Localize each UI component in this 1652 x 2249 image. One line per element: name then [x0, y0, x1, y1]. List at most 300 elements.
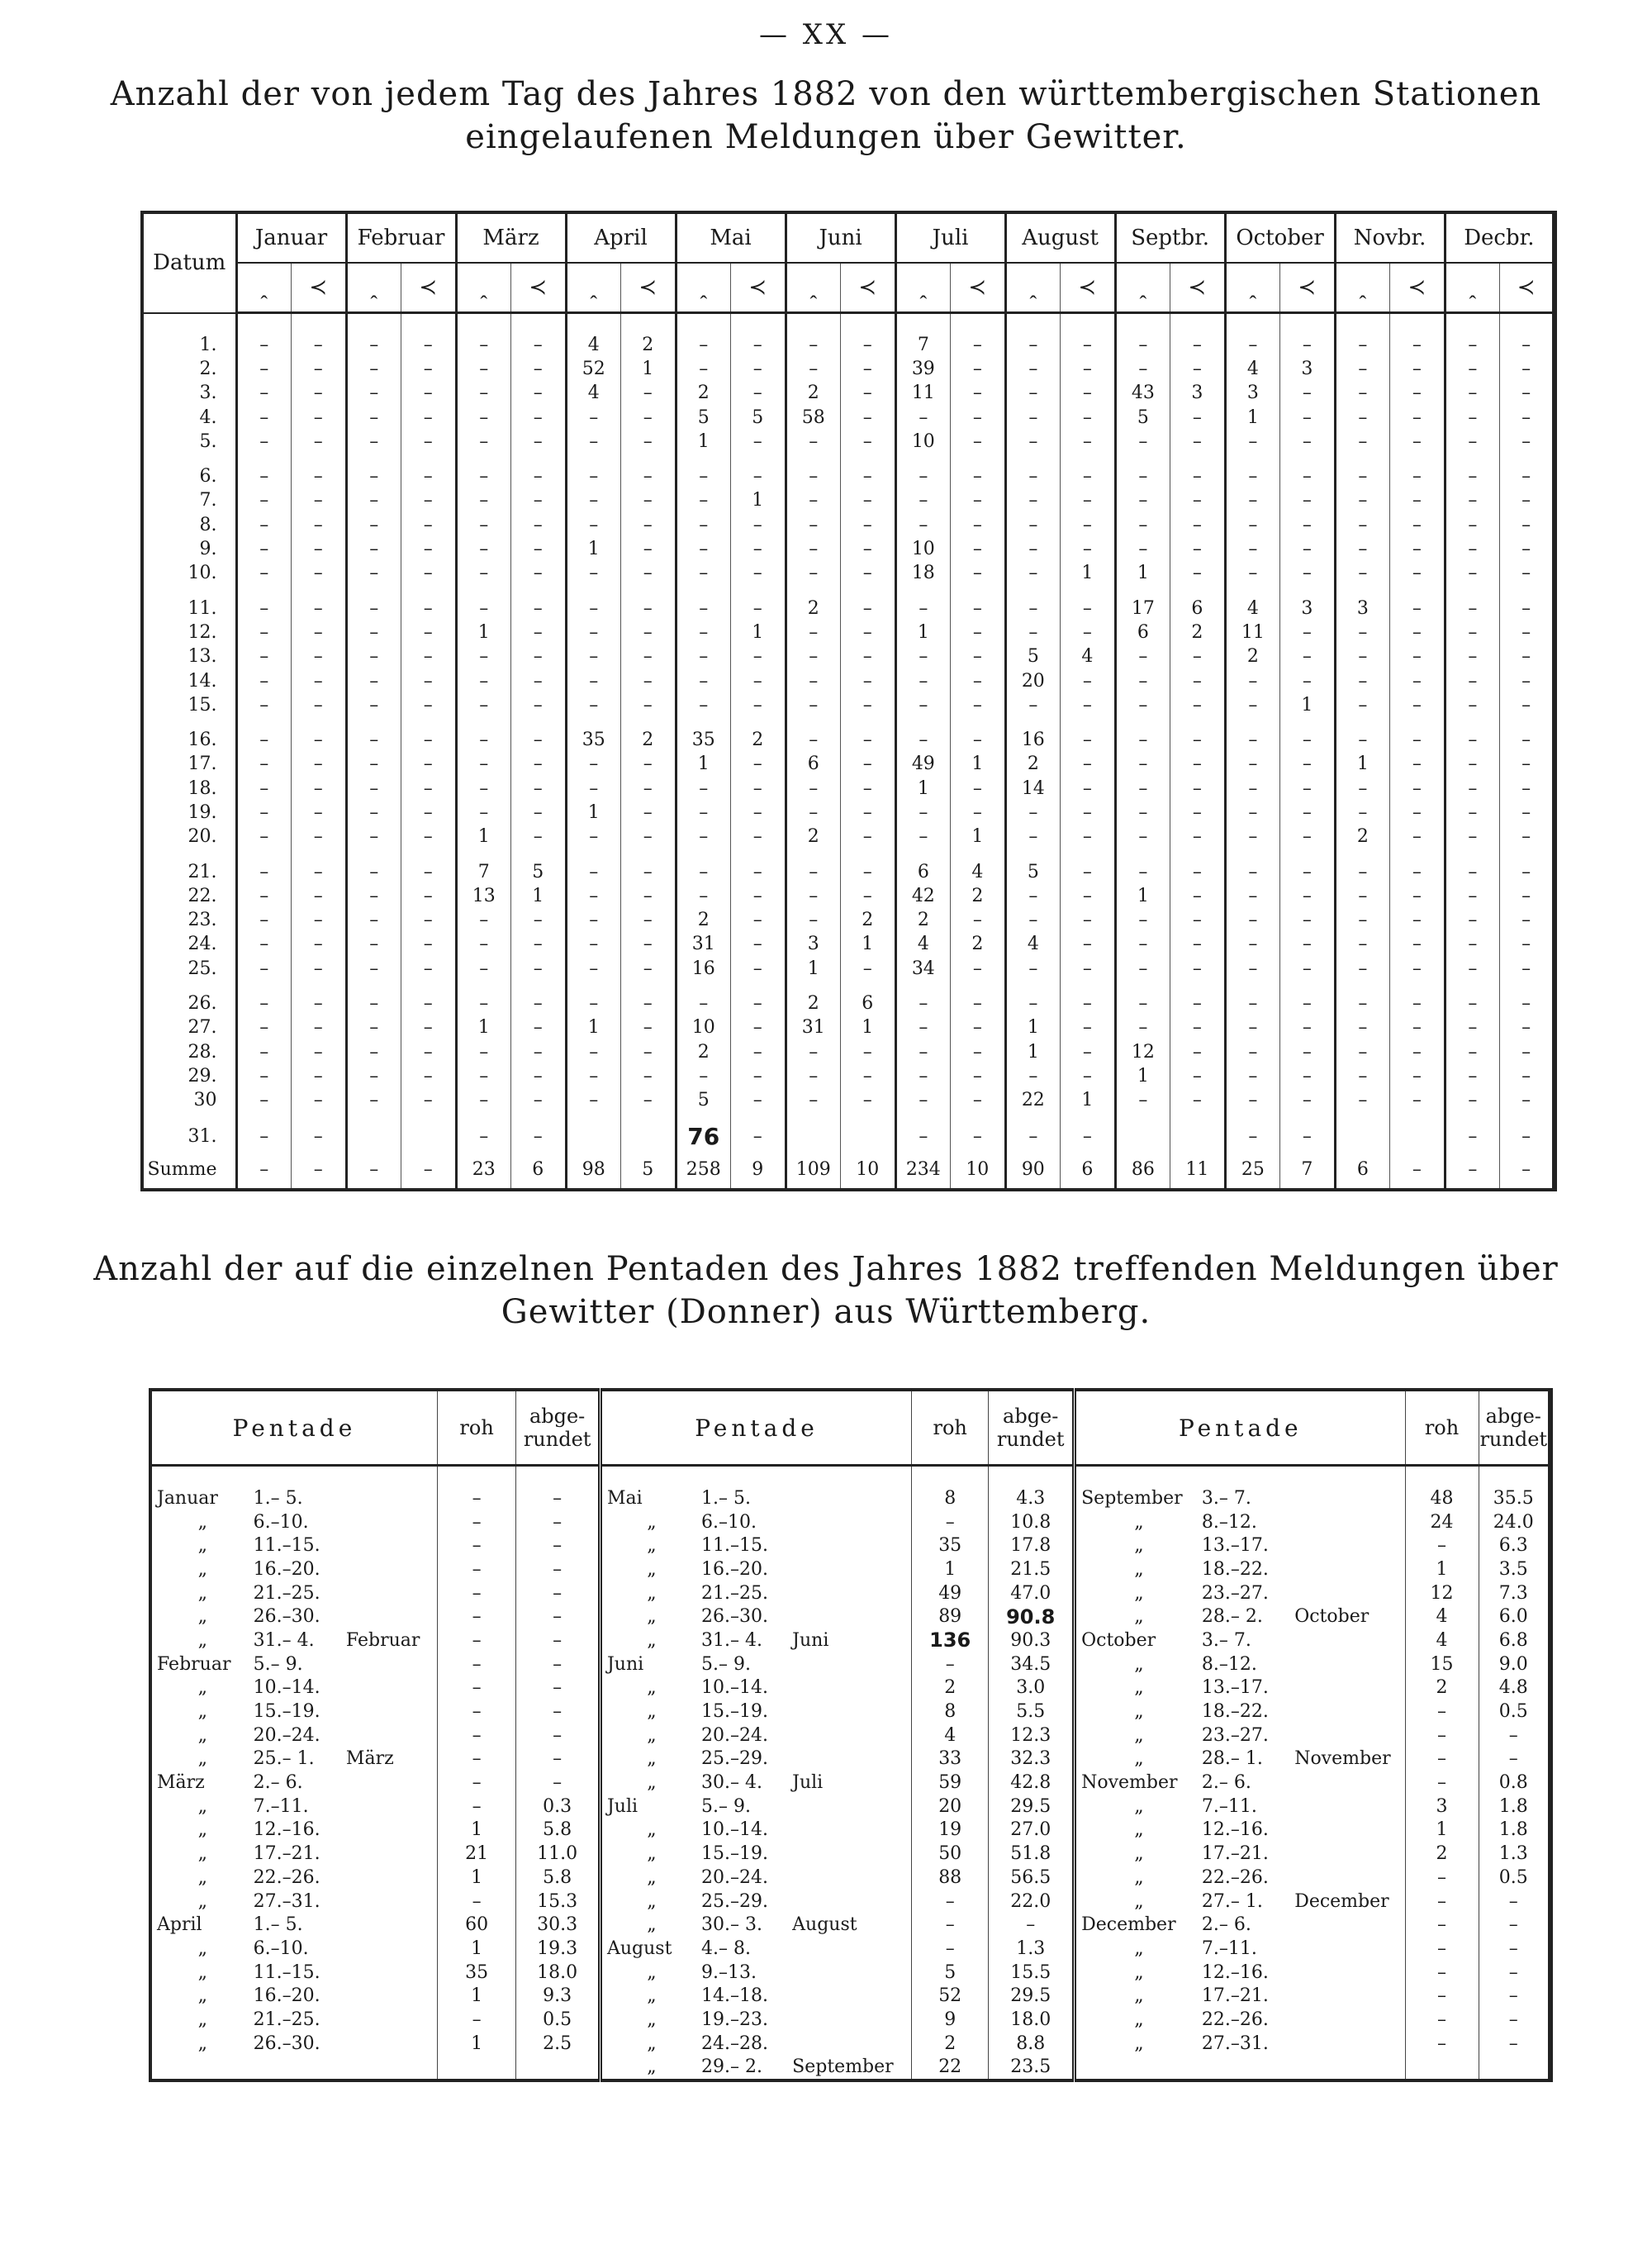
thunder-count-cell: –	[621, 991, 676, 1015]
spacer-cell	[1005, 849, 1061, 859]
thunder-count-cell: –	[1500, 1064, 1555, 1088]
thunder-count-cell: –	[292, 333, 347, 357]
spacer-cell	[142, 313, 236, 333]
thunder-count-cell: –	[292, 693, 347, 717]
spacer-cell	[346, 313, 401, 333]
pentad-month: „	[600, 1510, 696, 1534]
rain-count-cell: –	[676, 644, 731, 668]
pentad-next-month	[787, 1866, 911, 1890]
rain-count-cell: –	[1005, 801, 1061, 825]
pentad-month: „	[600, 2032, 696, 2056]
thunder-count-cell: 10	[841, 1150, 896, 1190]
thunder-count-cell: –	[1280, 1123, 1336, 1150]
rain-count-cell: 90	[1005, 1150, 1061, 1190]
pentad-range: 27.–31.	[253, 1890, 320, 1912]
spacer-cell	[1445, 585, 1500, 596]
rain-count-cell: –	[1335, 932, 1390, 956]
thunder-count-cell: 1	[841, 932, 896, 956]
rain-count-cell: –	[346, 1064, 401, 1088]
thunder-count-cell: –	[731, 464, 786, 488]
rain-count-cell: –	[1225, 1064, 1280, 1088]
rain-count-cell: –	[786, 884, 841, 908]
thunder-count-cell: –	[1500, 620, 1555, 644]
spacer-cell	[731, 717, 786, 728]
rain-count-cell: –	[1115, 693, 1170, 717]
thunder-count-cell: –	[1390, 464, 1446, 488]
thunder-count-cell: –	[1170, 1088, 1226, 1112]
thunder-count-cell: –	[841, 693, 896, 717]
thunder-count-cell: –	[1390, 991, 1446, 1015]
rain-symbol-icon: ꞈ	[346, 263, 401, 313]
roh-value: –	[437, 1724, 515, 1747]
thunder-count-cell: –	[401, 381, 457, 405]
pentad-row	[150, 1866, 1550, 1890]
pentad-month: „	[600, 1984, 696, 2008]
spacer-row	[142, 585, 1555, 596]
abgerundet-value: 6.8	[1479, 1629, 1550, 1652]
thunder-count-cell: –	[1500, 1088, 1555, 1112]
thunder-count-cell: –	[841, 644, 896, 668]
rain-count-cell: –	[786, 693, 841, 717]
pentad-range: 7.–11.	[1201, 1938, 1257, 1959]
abgerundet-value: –	[516, 1747, 601, 1771]
rain-count-cell: 31	[676, 932, 731, 956]
rain-count-cell: –	[1115, 991, 1170, 1015]
thunder-count-cell: –	[731, 513, 786, 537]
pentad-range: 22.–26.	[1201, 2009, 1269, 2030]
pentad-next-month	[787, 1842, 911, 1866]
spacer-cell	[1445, 981, 1500, 991]
rain-count-cell: 1	[456, 1015, 511, 1039]
spacer-cell	[951, 454, 1006, 464]
roh-value: 1	[437, 1866, 515, 1890]
abgerundet-value: 1.3	[1479, 1842, 1550, 1866]
thunder-count-cell: –	[1061, 668, 1116, 692]
rain-count-cell: 1	[786, 957, 841, 981]
thunder-count-cell: –	[1500, 357, 1555, 381]
rain-count-cell: 1	[566, 537, 621, 561]
pentad-next-month	[341, 2032, 438, 2056]
spacer-cell	[1280, 849, 1336, 859]
spacer-cell	[401, 1112, 457, 1123]
month-header: Februar	[346, 212, 456, 263]
spacer-cell	[1170, 1112, 1226, 1123]
thunder-count-cell: –	[511, 381, 567, 405]
thunder-count-cell: –	[621, 957, 676, 981]
rain-count-cell: 258	[676, 1150, 731, 1190]
rain-count-cell: 3	[786, 932, 841, 956]
rain-count-cell: –	[895, 825, 951, 849]
thunder-count-cell: –	[511, 668, 567, 692]
pentad-next-month	[341, 1486, 438, 1510]
thunder-count-cell: –	[511, 405, 567, 429]
thunder-symbol-icon: ≺	[841, 263, 896, 313]
spacer-cell	[841, 1112, 896, 1123]
pentad-range: 15.–19.	[700, 1701, 768, 1723]
roh-value: –	[1405, 1747, 1479, 1771]
thunder-count-cell: –	[1061, 537, 1116, 561]
pentad-next-month: November	[1294, 1748, 1391, 1770]
thunder-count-cell: –	[1170, 957, 1226, 981]
spacer-cell	[292, 585, 347, 596]
thunder-count-cell: –	[511, 333, 567, 357]
pentad-next-month	[787, 1819, 911, 1842]
rain-count-cell: –	[1005, 561, 1061, 585]
thunder-count-cell: –	[1280, 1088, 1336, 1112]
pentad-range: 6.–10.	[253, 1511, 309, 1533]
rain-count-cell: –	[566, 777, 621, 801]
roh-value: 24	[1405, 1510, 1479, 1534]
thunder-count-cell: –	[1280, 1064, 1336, 1088]
rain-count-cell: –	[1005, 908, 1061, 932]
thunder-count-cell: –	[292, 932, 347, 956]
pentad-row	[150, 1629, 1550, 1652]
pentad-next-month	[341, 1795, 438, 1819]
pentad-range: 26.–30.	[700, 1606, 768, 1628]
spacer-cell	[787, 1466, 911, 1487]
rain-count-cell: 10	[676, 1015, 731, 1039]
rain-count-cell: –	[1115, 1015, 1170, 1039]
rain-count-cell: –	[456, 405, 511, 429]
rain-count-cell: –	[346, 381, 401, 405]
abgerundet-value: 1.8	[1479, 1795, 1550, 1819]
thunder-count-cell: –	[1390, 561, 1446, 585]
thunder-count-cell: –	[1061, 596, 1116, 620]
rain-count-cell: –	[1005, 957, 1061, 981]
abgerundet-value: –	[1479, 2032, 1550, 2056]
spacer-cell	[1115, 313, 1170, 333]
pentad-next-month	[1289, 1629, 1405, 1652]
spacer-cell	[456, 313, 511, 333]
rain-count-cell: –	[1335, 1088, 1390, 1112]
pentad-month: „	[197, 1985, 208, 2007]
pentad-next-month	[341, 1605, 438, 1629]
thunder-count-cell: –	[621, 464, 676, 488]
pentad-next-month	[787, 1795, 911, 1819]
rain-count-cell: 1	[1115, 561, 1170, 585]
rain-count-cell: 3	[1335, 596, 1390, 620]
rain-count-cell: –	[676, 596, 731, 620]
pentad-table-body	[150, 1466, 1550, 2081]
roh-value: 4	[1405, 1605, 1479, 1629]
pentad-month: „	[600, 1700, 696, 1724]
thunder-count-cell: –	[1390, 752, 1446, 776]
pentad-month: „	[1075, 1984, 1197, 2008]
thunder-count-cell: –	[292, 801, 347, 825]
thunder-symbol-icon: ≺	[1170, 263, 1226, 313]
rain-count-cell: –	[566, 644, 621, 668]
thunder-count-cell: –	[292, 1064, 347, 1088]
thunder-count-cell: –	[731, 884, 786, 908]
month-header: Juni	[786, 212, 895, 263]
pentad-next-month	[341, 1581, 438, 1605]
rain-count-cell: –	[1115, 333, 1170, 357]
thunder-count-cell: –	[401, 728, 457, 752]
pentad-next-month	[1289, 1961, 1405, 1985]
thunder-count-cell: –	[1170, 752, 1226, 776]
rain-count-cell: –	[456, 752, 511, 776]
rain-count-cell: –	[346, 464, 401, 488]
spacer-cell	[566, 717, 621, 728]
rain-count-cell: –	[1445, 957, 1500, 981]
spacer-cell	[511, 313, 567, 333]
rain-count-cell: –	[1005, 357, 1061, 381]
pentad-row	[150, 1581, 1550, 1605]
thunder-count-cell: –	[1061, 752, 1116, 776]
thunder-count-cell: –	[292, 430, 347, 454]
pentad-next-month	[787, 2008, 911, 2032]
rain-count-cell: –	[456, 430, 511, 454]
rain-count-cell: –	[895, 728, 951, 752]
spacer-cell	[566, 981, 621, 991]
rain-count-cell: –	[346, 333, 401, 357]
rain-count-cell: –	[786, 728, 841, 752]
pentad-month: „	[197, 1843, 208, 1865]
thunder-count-cell: –	[841, 752, 896, 776]
thunder-count-cell: –	[621, 561, 676, 585]
spacer-cell	[1445, 454, 1500, 464]
thunder-count-cell: –	[731, 430, 786, 454]
day-label: 5.	[142, 430, 236, 454]
spacer-cell	[1335, 981, 1390, 991]
spacer-cell	[1225, 981, 1280, 991]
thunder-count-cell: –	[401, 957, 457, 981]
roh-value: –	[1405, 1533, 1479, 1557]
thunder-count-cell: –	[292, 464, 347, 488]
rain-count-cell: –	[676, 884, 731, 908]
thunder-symbol-icon: ≺	[292, 263, 347, 313]
pentad-range: 11.–15.	[253, 1961, 320, 1983]
thunder-symbol-icon: ≺	[1061, 263, 1116, 313]
thunder-count-cell: –	[951, 1040, 1006, 1064]
rain-count-cell: –	[566, 991, 621, 1015]
rain-count-cell: 1	[1225, 405, 1280, 429]
pentad-next-month	[1289, 1913, 1405, 1937]
spacer-cell	[786, 849, 841, 859]
thunder-count-cell: –	[731, 825, 786, 849]
rain-count-cell: –	[1005, 513, 1061, 537]
pentad-month: „	[1075, 1676, 1197, 1700]
spacer-cell	[1280, 454, 1336, 464]
pentad-next-month: Februar	[345, 1629, 420, 1651]
thunder-count-cell: –	[401, 825, 457, 849]
rain-count-cell: 11	[895, 381, 951, 405]
spacer-cell	[1405, 1466, 1479, 1487]
rain-count-cell: –	[566, 668, 621, 692]
thunder-count-cell: –	[1170, 668, 1226, 692]
pentad-next-month	[341, 1676, 438, 1700]
rain-count-cell: 2	[1005, 752, 1061, 776]
thunder-count-cell: –	[1061, 1123, 1116, 1150]
thunder-count-cell: –	[1061, 1040, 1116, 1064]
day-row	[142, 596, 1555, 620]
pentad-range: 22.–26.	[1201, 1866, 1269, 1888]
pentad-range: 25.– 1.	[253, 1748, 315, 1770]
rain-count-cell: –	[566, 561, 621, 585]
spacer-cell	[786, 1112, 841, 1123]
rain-count-cell: 234	[895, 1150, 951, 1190]
rain-count-cell: –	[236, 777, 292, 801]
spacer-cell	[1115, 454, 1170, 464]
pentad-next-month	[341, 1652, 438, 1676]
pentad-range: 14.–18.	[700, 1985, 768, 2007]
rain-count-cell: –	[346, 825, 401, 849]
spacer-cell	[1280, 585, 1336, 596]
abgerundet-value: 8.8	[989, 2032, 1075, 2056]
rain-count-cell: –	[1225, 1088, 1280, 1112]
thunder-count-cell: –	[1061, 801, 1116, 825]
abgerundet-value: 1.3	[989, 1937, 1075, 1961]
rain-count-cell: –	[676, 859, 731, 883]
thunder-count-cell: –	[292, 884, 347, 908]
abgerundet-value: 3.5	[1479, 1557, 1550, 1581]
thunder-count-cell: 6	[1170, 596, 1226, 620]
spacer-cell	[511, 585, 567, 596]
pentad-next-month	[1289, 2032, 1405, 2056]
pentad-row	[150, 1557, 1550, 1581]
day-label: 13.	[142, 644, 236, 668]
spacer-cell	[249, 1466, 341, 1487]
thunder-count-cell: –	[401, 884, 457, 908]
pentad-next-month	[341, 1771, 438, 1795]
thunder-count-cell: –	[1500, 825, 1555, 849]
sum-row	[142, 1150, 1555, 1190]
rain-count-cell	[1115, 1123, 1170, 1150]
rain-count-cell: –	[346, 513, 401, 537]
rain-count-cell	[786, 1123, 841, 1150]
rain-count-cell: –	[236, 957, 292, 981]
rain-count-cell: –	[1445, 1040, 1500, 1064]
pentad-month: „	[600, 1533, 696, 1557]
spacer-cell	[511, 1112, 567, 1123]
abgerundet-value: 1.8	[1479, 1819, 1550, 1842]
thunder-count-cell: –	[292, 513, 347, 537]
pentad-range: 27.– 1.	[1201, 1890, 1263, 1912]
rain-count-cell: 6	[895, 859, 951, 883]
thunder-count-cell: –	[1170, 801, 1226, 825]
rain-count-cell: –	[456, 488, 511, 512]
thunder-count-cell: –	[1170, 513, 1226, 537]
thunder-count-cell: –	[292, 1123, 347, 1150]
pentad-table-header	[150, 1390, 1550, 1466]
rain-count-cell: –	[1335, 884, 1390, 908]
spacer-cell	[1500, 849, 1555, 859]
thunder-count-cell: –	[401, 668, 457, 692]
spacer-cell	[731, 981, 786, 991]
rain-count-cell: –	[456, 644, 511, 668]
pentad-next-month	[341, 1557, 438, 1581]
rain-count-cell: –	[456, 991, 511, 1015]
rain-count-cell: 6	[786, 752, 841, 776]
pentad-month: „	[600, 2008, 696, 2032]
thunder-count-cell: –	[1280, 859, 1336, 883]
month-header: April	[566, 212, 676, 263]
roh-value: –	[1405, 1866, 1479, 1890]
spacer-cell	[456, 981, 511, 991]
thunder-count-cell: –	[1280, 405, 1336, 429]
month-header: Mai	[676, 212, 786, 263]
thunder-count-cell: –	[1500, 381, 1555, 405]
rain-count-cell: 5	[1005, 644, 1061, 668]
rain-count-cell: –	[1005, 991, 1061, 1015]
thunder-count-cell: –	[1061, 728, 1116, 752]
spacer-row	[142, 454, 1555, 464]
pentad-next-month	[1289, 2008, 1405, 2032]
pentad-next-month	[787, 1676, 911, 1700]
day-row	[142, 644, 1555, 668]
thunder-count-cell: 2	[621, 333, 676, 357]
thunder-count-cell: –	[1061, 777, 1116, 801]
rain-count-cell: –	[456, 932, 511, 956]
pentad-range: 12.–16.	[1201, 1819, 1269, 1841]
rain-count-cell: –	[346, 801, 401, 825]
thunder-count-cell: –	[731, 777, 786, 801]
rain-count-cell: –	[346, 884, 401, 908]
pentad-range: 5.– 9.	[700, 1653, 751, 1675]
thunder-count-cell: –	[292, 1015, 347, 1039]
day-label: 30	[142, 1088, 236, 1112]
day-label: 26.	[142, 991, 236, 1015]
roh-value: –	[1405, 1724, 1479, 1747]
thunder-count-cell: –	[731, 693, 786, 717]
abgerundet-value: –	[1479, 1724, 1550, 1747]
spacer-cell	[341, 1466, 438, 1487]
roh-value: –	[437, 1652, 515, 1676]
thunder-count-cell: –	[951, 1088, 1006, 1112]
abgerundet-value: –	[516, 1629, 601, 1652]
pentad-next-month	[341, 1866, 438, 1890]
pentad-month	[1075, 2056, 1197, 2081]
rain-count-cell: –	[346, 430, 401, 454]
rain-count-cell: 25	[1225, 1150, 1280, 1190]
abgerundet-value	[1479, 2056, 1550, 2081]
pentad-next-month: August	[792, 1914, 857, 1936]
rain-count-cell: –	[1115, 752, 1170, 776]
rain-count-cell: –	[1225, 777, 1280, 801]
pentad-month: „	[197, 2009, 208, 2030]
roh-value: –	[437, 1795, 515, 1819]
pentad-row	[150, 1700, 1550, 1724]
thunder-count-cell: –	[1170, 1040, 1226, 1064]
rain-count-cell: –	[236, 1064, 292, 1088]
thunder-count-cell: –	[401, 405, 457, 429]
rain-count-cell: –	[676, 825, 731, 849]
thunder-count-cell: –	[731, 381, 786, 405]
abgerundet-value: 5.8	[516, 1819, 601, 1842]
day-row	[142, 825, 1555, 849]
thunder-count-cell: –	[511, 825, 567, 849]
abgerundet-value: 17.8	[989, 1533, 1075, 1557]
thunder-count-cell: –	[511, 752, 567, 776]
roh-value: 5	[912, 1961, 989, 1985]
pentad-next-month	[1289, 1795, 1405, 1819]
thunder-count-cell: –	[621, 1015, 676, 1039]
pentad-next-month	[787, 1486, 911, 1510]
roh-value: –	[1405, 1984, 1479, 2008]
rain-count-cell: –	[456, 537, 511, 561]
thunder-count-cell: –	[621, 596, 676, 620]
rain-count-cell: 4	[1005, 932, 1061, 956]
rain-count-cell: –	[566, 1040, 621, 1064]
abgerundet-value: 19.3	[516, 1937, 601, 1961]
roh-value: 48	[1405, 1486, 1479, 1510]
pentad-next-month: März	[345, 1748, 394, 1770]
pentad-range: 12.–16.	[253, 1819, 320, 1841]
thunder-count-cell: 2	[731, 728, 786, 752]
spacer-cell	[786, 585, 841, 596]
thunder-count-cell: –	[1170, 357, 1226, 381]
roh-value: 1	[1405, 1557, 1479, 1581]
